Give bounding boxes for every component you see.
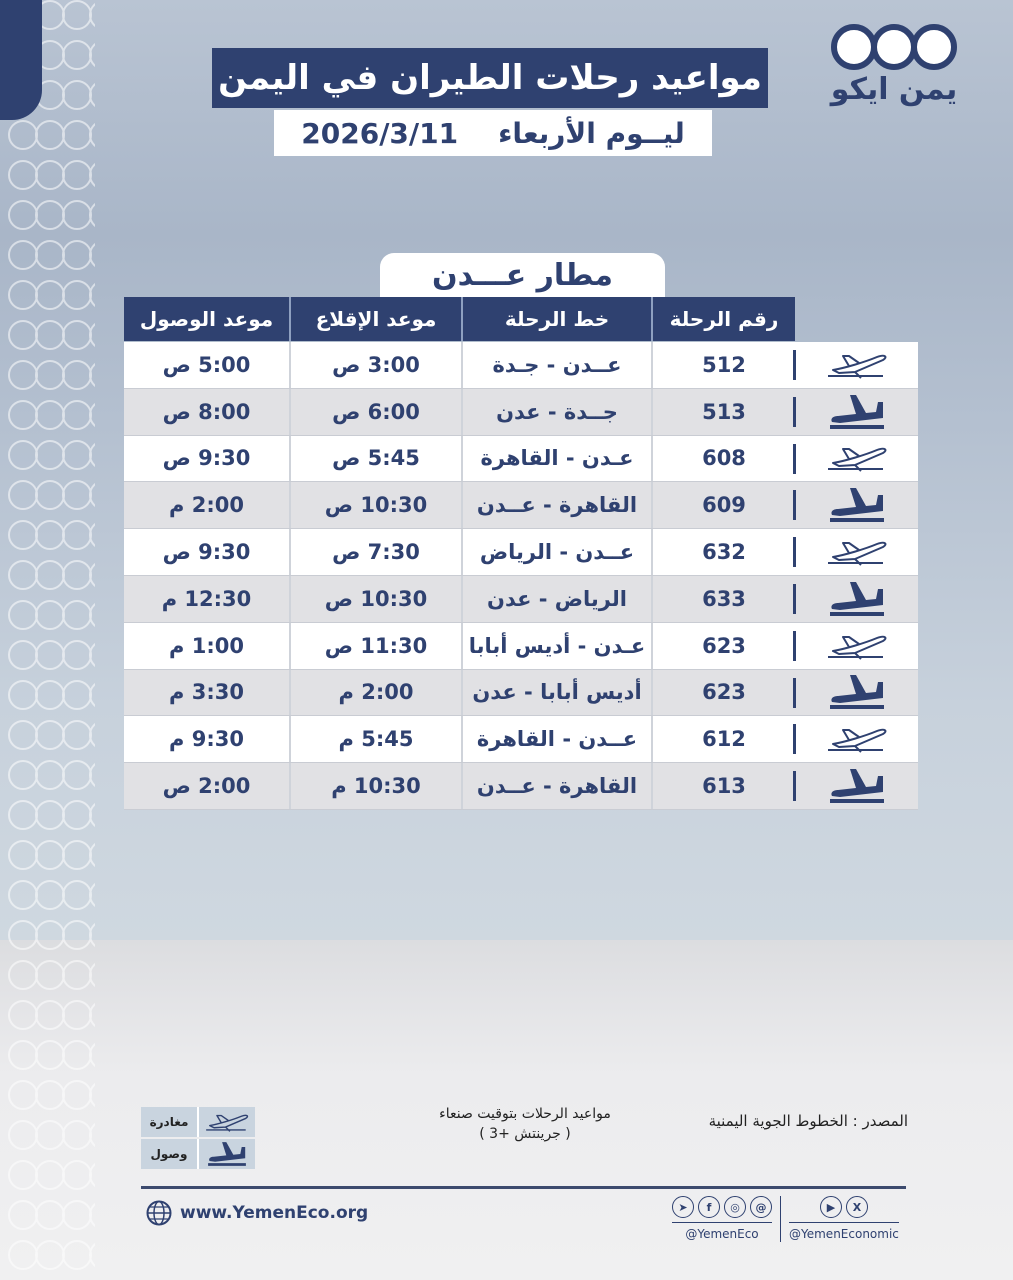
day-label: ليــوم الأربعاء: [498, 116, 685, 150]
flight-route: الرياض - عدن: [461, 576, 651, 622]
table-row: [124, 529, 918, 576]
arrival-time: 9:30 ص: [162, 446, 251, 471]
departure-plane-icon: [795, 342, 918, 388]
facebook-icon[interactable]: f: [698, 1196, 720, 1218]
departure-time: 6:00 ص: [289, 389, 461, 435]
col-departure: موعد الإقلاع: [289, 297, 461, 341]
flight-number: 623: [651, 670, 795, 716]
departure-time: 10:30 ص: [289, 576, 461, 622]
departure-time: 10:30 ص: [289, 482, 461, 528]
departure-plane-icon: [795, 716, 918, 762]
logo-text: يمن ايكو: [830, 72, 958, 107]
logo-rings-icon: [826, 24, 962, 70]
arrival-time: 3:30 م: [169, 680, 244, 705]
arrival-time: 2:00 ص: [162, 774, 251, 799]
arrival-plane-icon: [197, 1139, 255, 1169]
departure-time: 10:30 م: [289, 763, 461, 809]
airport-name: مطار عـــدن: [380, 253, 665, 297]
telegram-icon[interactable]: ➤: [672, 1196, 694, 1218]
table-row: [124, 342, 918, 389]
handle-yemeneco[interactable]: @YemenEco: [685, 1227, 759, 1241]
departure-plane-icon: [795, 436, 918, 482]
brand-logo: [826, 24, 962, 107]
table-row: [124, 670, 918, 717]
flight-number: 623: [651, 623, 795, 669]
x-icon[interactable]: X: [846, 1196, 868, 1218]
source-text: المصدر : الخطوط الجوية اليمنية: [708, 1112, 908, 1130]
arrival-time: 9:30 ص: [162, 540, 251, 565]
flight-number: 632: [651, 529, 795, 575]
flight-number: 608: [651, 436, 795, 482]
handle-yemeneconomic[interactable]: @YemenEconomic: [789, 1227, 899, 1241]
arrival-plane-icon: [795, 763, 918, 809]
flight-route: جــدة - عدن: [461, 389, 651, 435]
table-row: [124, 482, 918, 529]
departure-plane-icon: [795, 529, 918, 575]
table-row: [124, 576, 918, 623]
youtube-icon[interactable]: ▶: [820, 1196, 842, 1218]
flight-route: عـدن - القاهرة: [461, 436, 651, 482]
arrival-time: 12:30 م: [161, 586, 252, 611]
departure-time: 5:45 ص: [289, 436, 461, 482]
arrival-plane-icon: [795, 389, 918, 435]
table-header: [124, 297, 795, 341]
instagram-icon[interactable]: ◎: [724, 1196, 746, 1218]
arrival-time: 9:30 م: [169, 727, 244, 752]
departure-time: 11:30 ص: [289, 623, 461, 669]
table-row: [124, 716, 918, 763]
legend: [141, 1107, 255, 1171]
col-route: خط الرحلة: [461, 297, 651, 341]
social-divider: [780, 1196, 781, 1242]
page-title: مواعيد رحلات الطيران في اليمن: [212, 48, 768, 108]
flight-number: 613: [651, 763, 795, 809]
footer-divider: [141, 1186, 906, 1189]
arrival-plane-icon: [795, 482, 918, 528]
arrival-time: 5:00 ص: [162, 352, 251, 377]
corner-decoration: [0, 0, 42, 120]
legend-departure: مغادرة: [141, 1107, 255, 1137]
table-row: [124, 436, 918, 483]
social-links: [672, 1196, 899, 1242]
table-row: [124, 389, 918, 436]
arrival-plane-icon: [795, 670, 918, 716]
flight-number: 633: [651, 576, 795, 622]
ring-pattern: [0, 0, 95, 1280]
flight-number: 612: [651, 716, 795, 762]
legend-arrival: وصول: [141, 1139, 255, 1169]
departure-plane-icon: [197, 1107, 255, 1137]
arrival-time: 8:00 ص: [162, 399, 251, 424]
website-link[interactable]: www.YemenEco.org: [146, 1200, 368, 1226]
arrival-time: 1:00 م: [169, 633, 244, 658]
threads-icon[interactable]: @: [750, 1196, 772, 1218]
date-banner: [274, 110, 712, 156]
departure-time: 7:30 ص: [289, 529, 461, 575]
flight-number: 609: [651, 482, 795, 528]
flight-route: القاهرة - عــدن: [461, 763, 651, 809]
flight-route: أديس أبابا - عدن: [461, 670, 651, 716]
departure-plane-icon: [795, 623, 918, 669]
table-row: [124, 623, 918, 670]
flight-route: عــدن - جـدة: [461, 342, 651, 388]
flight-number: 512: [651, 342, 795, 388]
flight-route: عـدن - أديس أبابا: [461, 623, 651, 669]
col-number: رقم الرحلة: [651, 297, 795, 341]
flight-number: 513: [651, 389, 795, 435]
flight-route: القاهرة - عــدن: [461, 482, 651, 528]
departure-time: 5:45 م: [289, 716, 461, 762]
departure-time: 2:00 م: [289, 670, 461, 716]
date-value: 2026/3/11: [301, 116, 459, 150]
flights-table: [124, 342, 918, 810]
table-row: [124, 763, 918, 810]
timezone-note: مواعيد الرحلات بتوقيت صنعاء ( جرينتش +3 ): [439, 1106, 611, 1142]
col-arrival: موعد الوصول: [139, 307, 274, 331]
departure-time: 3:00 ص: [289, 342, 461, 388]
flight-route: عــدن - الرياض: [461, 529, 651, 575]
flight-route: عــدن - القاهرة: [461, 716, 651, 762]
arrival-plane-icon: [795, 576, 918, 622]
globe-icon: [146, 1200, 172, 1226]
arrival-time: 2:00 م: [169, 493, 244, 518]
